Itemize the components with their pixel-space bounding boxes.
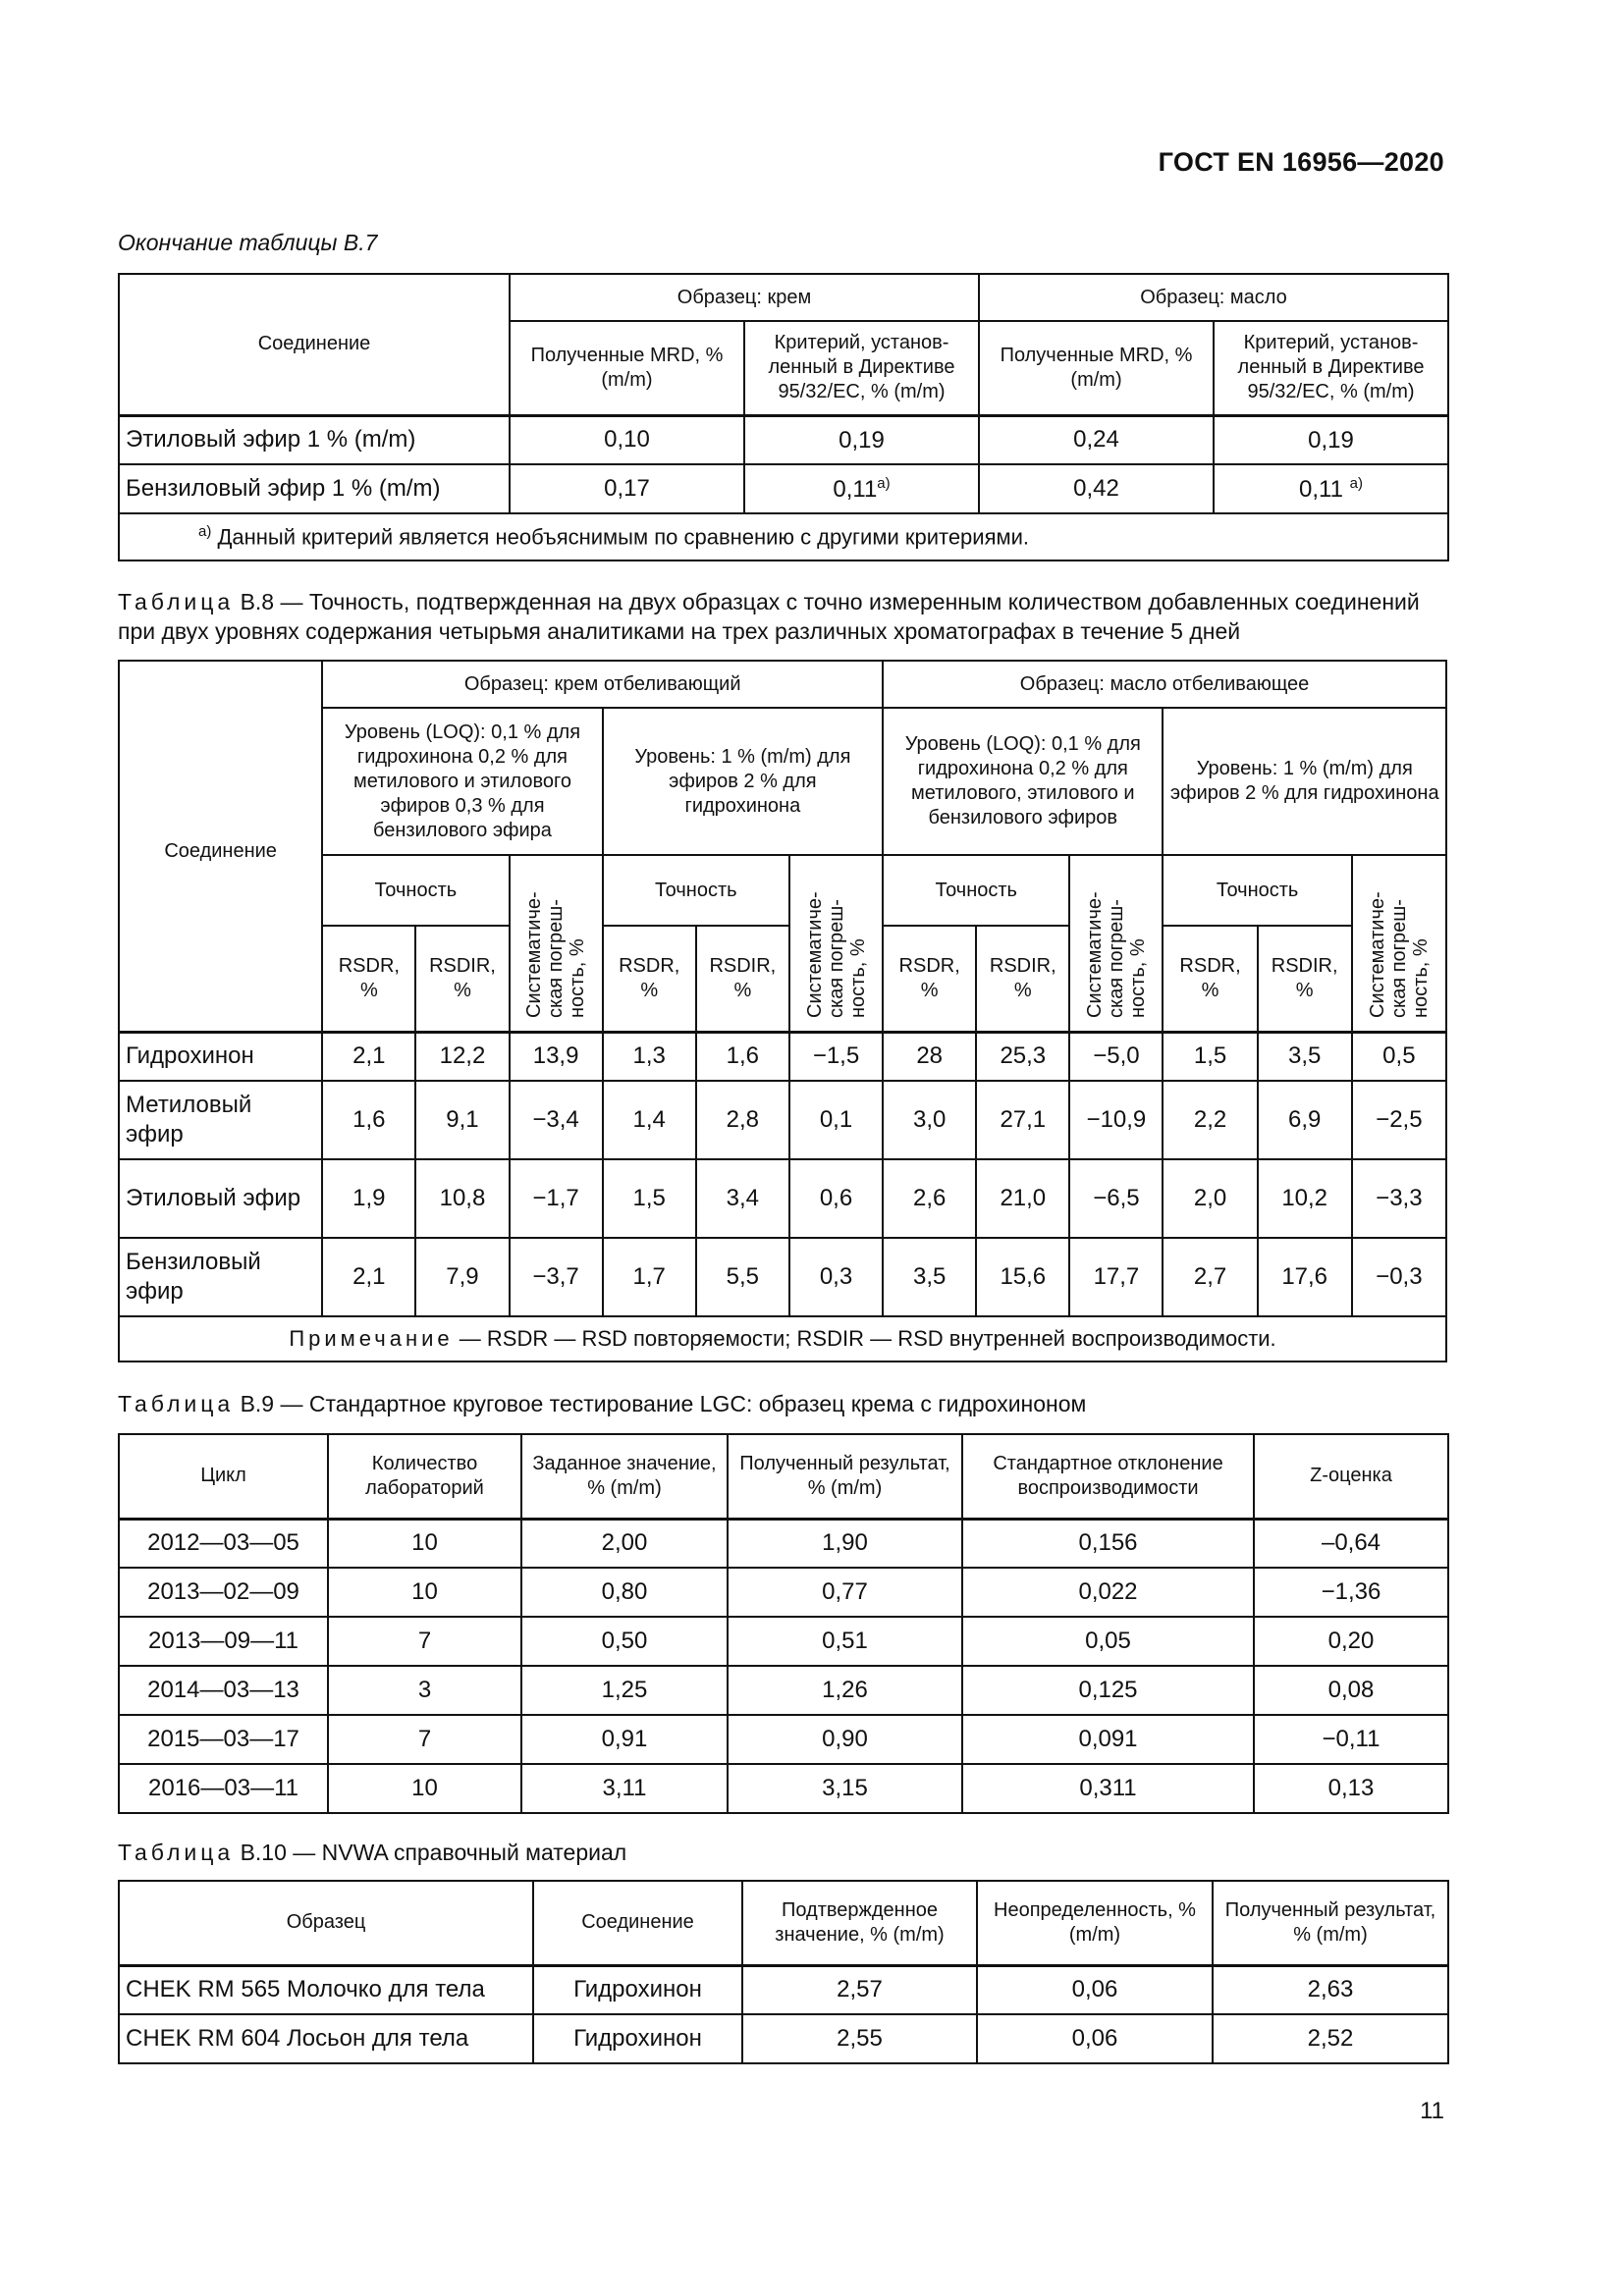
table-row	[119, 2014, 1448, 2063]
t9-cell: 0,08	[1254, 1666, 1448, 1715]
t9-cell: 2,00	[521, 1519, 728, 1568]
t8-cell: 5,5	[696, 1238, 789, 1316]
t8-cell: −10,9	[1069, 1081, 1163, 1159]
t7-cell: $0,11^{а)}$	[744, 464, 979, 513]
t8-cell: 12,2	[415, 1032, 509, 1081]
t9-cell: 0,77	[728, 1568, 962, 1617]
t10-cell: 2,52	[1213, 2014, 1448, 2063]
t8-cell: 6,9	[1258, 1081, 1352, 1159]
t8-cell: 17,7	[1069, 1238, 1163, 1316]
table-row	[119, 1764, 1448, 1813]
t9-cell: 3,11	[521, 1764, 728, 1813]
t8-cell: 2,7	[1163, 1238, 1257, 1316]
t8-cell: −0,3	[1352, 1238, 1446, 1316]
t10-cell: CHEK RM 604 Лосьон для тела	[119, 2014, 533, 2063]
t8-cell: 2,6	[883, 1159, 976, 1238]
t8-cell: 0,3	[789, 1238, 883, 1316]
t8-cell: 10,2	[1258, 1159, 1352, 1238]
t9-cell: 2013—09—11	[119, 1617, 328, 1666]
t10-cell: 2,55	[742, 2014, 977, 2063]
t8-cell: 2,2	[1163, 1081, 1257, 1159]
t8-bias: Систематиче-ская погреш-ность, %	[1352, 855, 1446, 1032]
t8-level-loq-oil: Уровень (LOQ): 0,1 % для гидрохинона 0,2 % для метилового, этилового и бензилового эфиров	[883, 708, 1163, 855]
t8-row-name: Этиловый эфир	[119, 1159, 322, 1238]
t7-col-compound: Соединение	[119, 274, 510, 415]
t8-precision: Точность	[322, 855, 509, 926]
t8-cell: 10,8	[415, 1159, 509, 1238]
t8-cell: 1,9	[322, 1159, 415, 1238]
table-b10	[118, 1880, 1449, 2064]
t9-col-header: Полученный результат, % (m/m)	[728, 1434, 962, 1519]
t7-cell: 0,10	[510, 415, 744, 464]
t9-col-header: Количество лабораторий	[328, 1434, 521, 1519]
table-b9	[118, 1433, 1449, 1814]
t8-precision: Точность	[603, 855, 789, 926]
t9-cell: 0,80	[521, 1568, 728, 1617]
t10-cell: 0,06	[977, 1965, 1213, 2014]
t9-cell: 0,311	[962, 1764, 1254, 1813]
table-row	[119, 1568, 1448, 1617]
t10-cell: Гидрохинон	[533, 2014, 742, 2063]
t9-cell: 0,022	[962, 1568, 1254, 1617]
table-row	[119, 464, 1448, 513]
t10-cell: 2,57	[742, 1965, 977, 2014]
t9-cell: 3,15	[728, 1764, 962, 1813]
t8-bias: Систематиче-ская погреш-ность, %	[510, 855, 603, 1032]
t8-col-compound: Соединение	[119, 661, 322, 1032]
table-b7	[118, 273, 1449, 561]
t9-cell: 0,91	[521, 1715, 728, 1764]
t8-cell: −3,4	[510, 1081, 603, 1159]
t8-cell: −3,7	[510, 1238, 603, 1316]
t9-cell: 7	[328, 1617, 521, 1666]
page-number: 11	[1420, 2098, 1444, 2124]
document-header: ГОСТ EN 16956—2020	[1158, 147, 1444, 177]
t8-level-cream: Уровень: 1 % (m/m) для эфиров 2 % для гидрохинона	[603, 708, 883, 855]
t9-col-header: Z-оценка	[1254, 1434, 1448, 1519]
t8-cell: 21,0	[976, 1159, 1069, 1238]
t7-footnote: $^{а)}$ Данный критерий является необъяснимым по сравнению с другими критериями.	[119, 513, 1448, 561]
table-row	[119, 1032, 1446, 1081]
t10-col-header: Полученный результат, % (m/m)	[1213, 1881, 1448, 1965]
t9-col-header: Цикл	[119, 1434, 328, 1519]
table-b7-caption: Окончание таблицы В.7	[118, 230, 378, 255]
t8-row-name: Бензиловый эфир	[119, 1238, 322, 1316]
t9-cell: 0,13	[1254, 1764, 1448, 1813]
t9-cell: 2015—03—17	[119, 1715, 328, 1764]
t8-cell: 0,6	[789, 1159, 883, 1238]
t8-cell: 27,1	[976, 1081, 1069, 1159]
t7-cell: 0,11 $^{а)}$	[1214, 464, 1448, 513]
t8-bias: Систематиче-ская погреш-ность, %	[1069, 855, 1163, 1032]
table-b8-caption: Таблица В.8 — Точность, подтвержденная на двух образцах с точно измеренным количеством добавленных соединений при двух уровнях содержания четырьмя аналитиками на трех различных хроматографах в течение 5 дней	[118, 589, 1420, 644]
t9-cell: 0,156	[962, 1519, 1254, 1568]
t9-cell: 2014—03—13	[119, 1666, 328, 1715]
t8-cell: 3,5	[1258, 1032, 1352, 1081]
t8-cell: 3,5	[883, 1238, 976, 1316]
table-row	[119, 1081, 1446, 1159]
t7-sample-cream: Образец: крем	[510, 274, 979, 321]
t8-cell: 1,4	[603, 1081, 696, 1159]
t9-cell: 10	[328, 1519, 521, 1568]
t7-sample-oil: Образец: масло	[979, 274, 1448, 321]
t8-precision: Точность	[883, 855, 1069, 926]
t9-cell: 0,05	[962, 1617, 1254, 1666]
t10-cell: CHEK RM 565 Молочко для тела	[119, 1965, 533, 2014]
t8-cell: 1,5	[1163, 1032, 1257, 1081]
t8-rsdr: RSDR, %	[322, 926, 415, 1032]
table-b9-caption: Таблица В.9 — Стандартное круговое тестирование LGC: образец крема с гидрохиноном	[118, 1391, 1087, 1416]
t8-note: Примечание — RSDR — RSD повторяемости; RSDIR — RSD внутренней воспроизводимости.	[119, 1316, 1446, 1362]
t7-row-name: Этиловый эфир 1 % (m/m)	[119, 415, 510, 464]
t10-col-header: Образец	[119, 1881, 533, 1965]
t8-cell: 1,6	[322, 1081, 415, 1159]
t8-cell: 1,6	[696, 1032, 789, 1081]
t10-col-header: Неопределенность, % (m/m)	[977, 1881, 1213, 1965]
t7-cell: 0,19	[744, 415, 979, 464]
t9-cell: 0,50	[521, 1617, 728, 1666]
t8-rsdr: RSDR, %	[883, 926, 976, 1032]
t8-cell: 1,7	[603, 1238, 696, 1316]
t8-sample-cream: Образец: крем отбеливающий	[322, 661, 883, 708]
t8-cell: 28	[883, 1032, 976, 1081]
t7-cell: 0,42	[979, 464, 1214, 513]
t8-cell: −1,5	[789, 1032, 883, 1081]
t9-cell: −0,11	[1254, 1715, 1448, 1764]
table-row	[119, 415, 1448, 464]
t8-row-name: Метиловый эфир	[119, 1081, 322, 1159]
t8-cell: 2,0	[1163, 1159, 1257, 1238]
t8-cell: 3,4	[696, 1159, 789, 1238]
t8-cell: 2,1	[322, 1032, 415, 1081]
t8-cell: 1,5	[603, 1159, 696, 1238]
t8-level-loq-cream: Уровень (LOQ): 0,1 % для гидрохинона 0,2 % для метилового и этилового эфиров 0,3 % для бензилового эфира	[322, 708, 602, 855]
t8-sample-oil: Образец: масло отбеливающее	[883, 661, 1446, 708]
t9-cell: 1,90	[728, 1519, 962, 1568]
t8-rsdir: RSDIR, %	[415, 926, 509, 1032]
t10-col-header: Соединение	[533, 1881, 742, 1965]
table-row	[119, 1159, 1446, 1238]
t8-cell: 9,1	[415, 1081, 509, 1159]
t8-cell: 2,8	[696, 1081, 789, 1159]
t8-cell: −6,5	[1069, 1159, 1163, 1238]
t7-cell: 0,17	[510, 464, 744, 513]
t9-cell: 0,20	[1254, 1617, 1448, 1666]
t8-level-oil: Уровень: 1 % (m/m) для эфиров 2 % для гидрохинона	[1163, 708, 1446, 855]
t9-cell: −1,36	[1254, 1568, 1448, 1617]
t8-cell: 25,3	[976, 1032, 1069, 1081]
t7-cell: 0,19	[1214, 415, 1448, 464]
table-b10-caption: Таблица В.10 — NVWA справочный материал	[118, 1840, 627, 1865]
t9-cell: 2016—03—11	[119, 1764, 328, 1813]
t9-cell: 1,25	[521, 1666, 728, 1715]
t8-cell: 13,9	[510, 1032, 603, 1081]
t9-cell: 10	[328, 1764, 521, 1813]
t10-cell: 0,06	[977, 2014, 1213, 2063]
t8-cell: 0,1	[789, 1081, 883, 1159]
t9-cell: 1,26	[728, 1666, 962, 1715]
t9-cell: 2013—02—09	[119, 1568, 328, 1617]
t7-criterion-cream: Критерий, установ-ленный в Директиве 95/32/ЕС, % (m/m)	[744, 321, 979, 415]
t8-cell: 2,1	[322, 1238, 415, 1316]
t9-col-header: Заданное значение, % (m/m)	[521, 1434, 728, 1519]
t10-cell: Гидрохинон	[533, 1965, 742, 2014]
t8-cell: −2,5	[1352, 1081, 1446, 1159]
t10-cell: 2,63	[1213, 1965, 1448, 2014]
t9-cell: 0,90	[728, 1715, 962, 1764]
t9-col-header: Стандартное отклонение воспроизводимости	[962, 1434, 1254, 1519]
t9-cell: 10	[328, 1568, 521, 1617]
t8-cell: 1,3	[603, 1032, 696, 1081]
t8-cell: 7,9	[415, 1238, 509, 1316]
t9-cell: 7	[328, 1715, 521, 1764]
t8-cell: 3,0	[883, 1081, 976, 1159]
t7-mrd-oil: Полученные MRD, % (m/m)	[979, 321, 1214, 415]
t9-cell: 0,125	[962, 1666, 1254, 1715]
table-b8	[118, 660, 1447, 1362]
table-row	[119, 1715, 1448, 1764]
t8-cell: −3,3	[1352, 1159, 1446, 1238]
table-row	[119, 1238, 1446, 1316]
t9-cell: 3	[328, 1666, 521, 1715]
t7-cell: 0,24	[979, 415, 1214, 464]
table-row	[119, 1519, 1448, 1568]
t8-bias: Систематиче-ская погреш-ность, %	[789, 855, 883, 1032]
t8-cell: −5,0	[1069, 1032, 1163, 1081]
t7-row-name: Бензиловый эфир 1 % (m/m)	[119, 464, 510, 513]
t8-rsdir: RSDIR, %	[696, 926, 789, 1032]
t8-cell: −1,7	[510, 1159, 603, 1238]
t8-rsdr: RSDR, %	[603, 926, 696, 1032]
table-row	[119, 1965, 1448, 2014]
t10-col-header: Подтвержденное значение, % (m/m)	[742, 1881, 977, 1965]
t8-cell: 0,5	[1352, 1032, 1446, 1081]
t8-cell: 17,6	[1258, 1238, 1352, 1316]
t9-cell: 2012—03—05	[119, 1519, 328, 1568]
table-row	[119, 1666, 1448, 1715]
t8-rsdir: RSDIR, %	[1258, 926, 1352, 1032]
t8-cell: 15,6	[976, 1238, 1069, 1316]
t7-criterion-oil: Критерий, установ-ленный в Директиве 95/32/ЕС, % (m/m)	[1214, 321, 1448, 415]
t7-mrd-cream: Полученные MRD, % (m/m)	[510, 321, 744, 415]
t9-cell: 0,091	[962, 1715, 1254, 1764]
t8-precision: Точность	[1163, 855, 1351, 926]
t8-rsdir: RSDIR, %	[976, 926, 1069, 1032]
t8-row-name: Гидрохинон	[119, 1032, 322, 1081]
t9-cell: 0,51	[728, 1617, 962, 1666]
t9-cell: –0,64	[1254, 1519, 1448, 1568]
t8-rsdr: RSDR, %	[1163, 926, 1257, 1032]
table-row	[119, 1617, 1448, 1666]
